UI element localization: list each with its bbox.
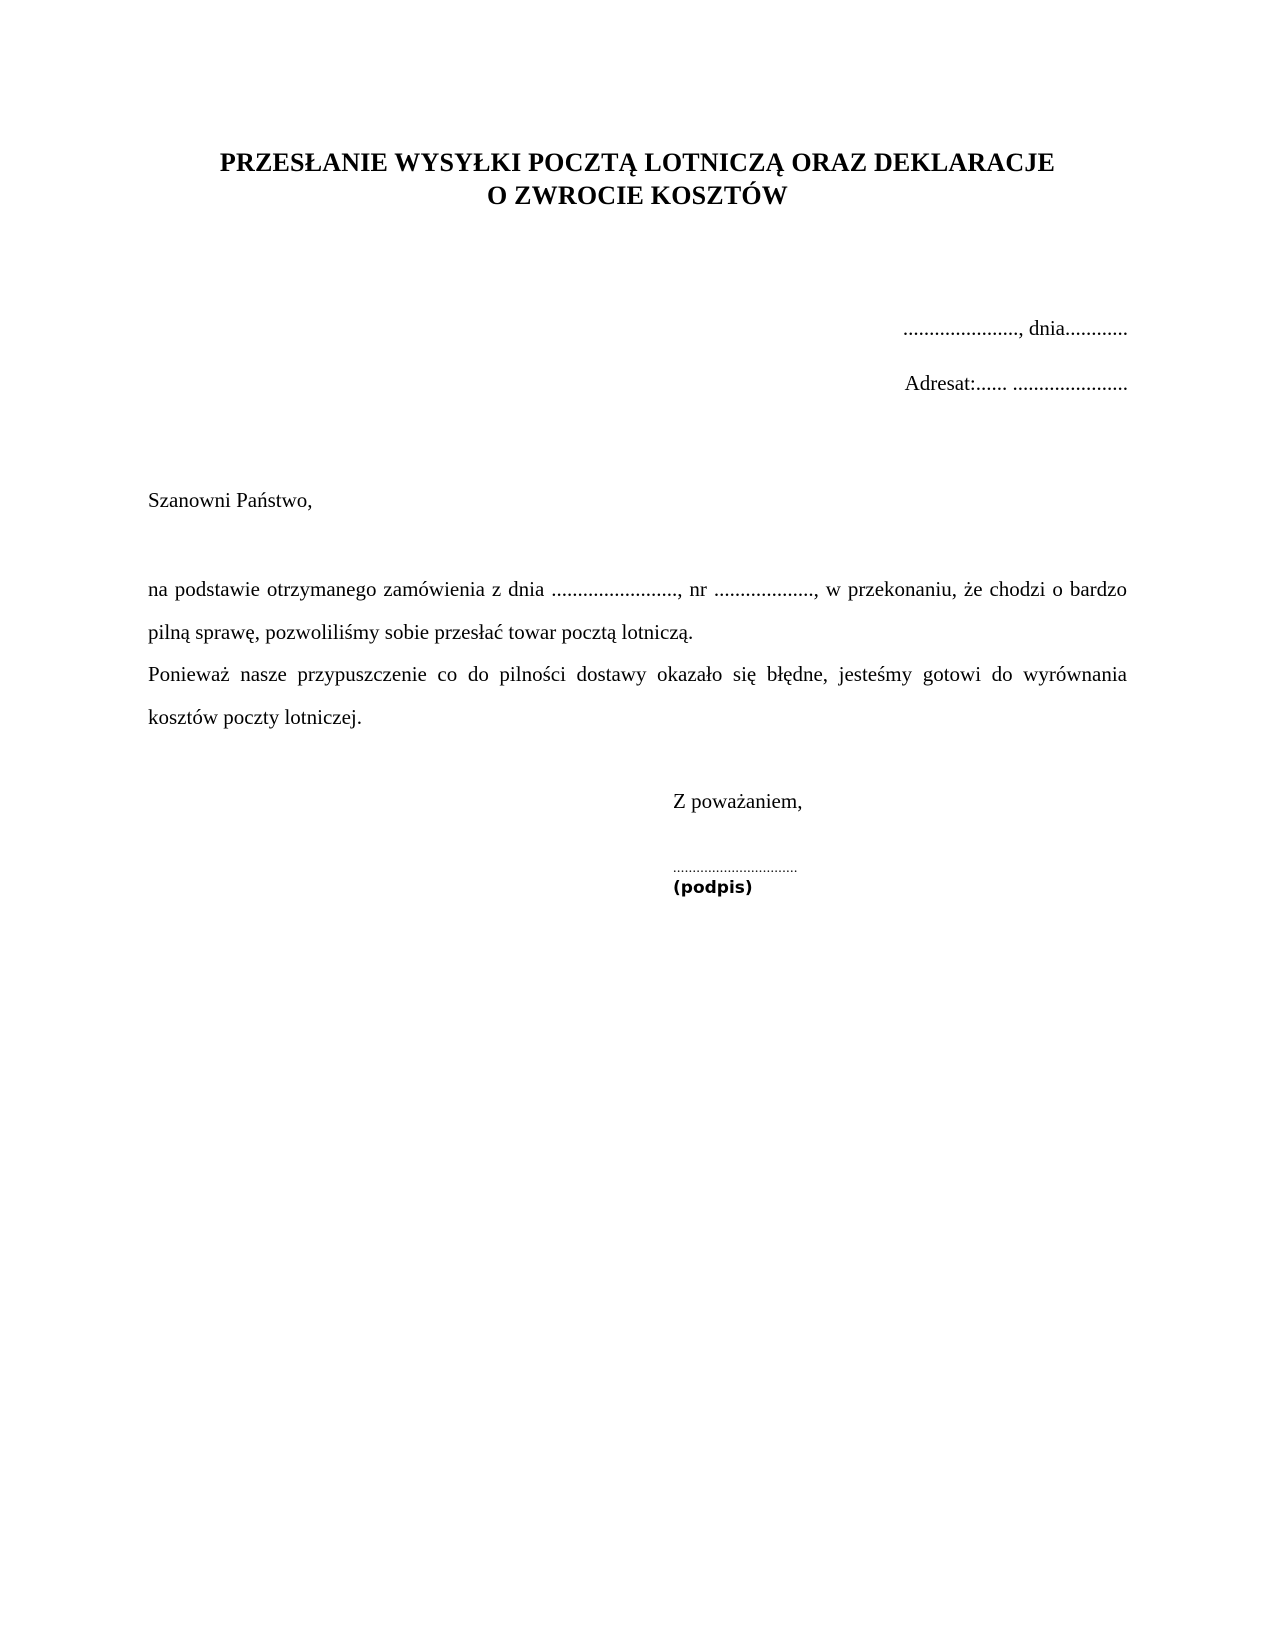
addressee-line: Adresat:...... ......................	[904, 371, 1128, 395]
place-date-line: ......................, dnia............	[902, 316, 1128, 340]
title-line-2: O ZWROCIE KOSZTÓW	[486, 181, 789, 210]
body-paragraph-1: na podstawie otrzymanego zamówienia z dnia ........................, nr ..................., w przekonaniu, że chodzi o bardzo pilną sprawę, pozwoliliśmy sobie przesłać towar pocztą lotniczą.	[148, 577, 1127, 644]
title-line-1: PRZESŁANIE WYSYŁKI POCZTĄ LOTNICZĄ ORAZ DEKLARACJE	[219, 148, 1056, 177]
salutation: Szanowni Państwo,	[148, 488, 313, 512]
letter-body	[148, 568, 1127, 738]
closing-phrase: Z poważaniem,	[673, 789, 803, 813]
signature-label: (podpis)	[673, 878, 753, 898]
document-title	[150, 146, 1125, 212]
body-paragraph-2: Ponieważ nasze przypuszczenie co do pilności dostawy okazało się błędne, jesteśmy gotowi do wyrównania kosztów poczty lotniczej.	[148, 662, 1127, 729]
signature-line: ................................	[673, 861, 798, 876]
